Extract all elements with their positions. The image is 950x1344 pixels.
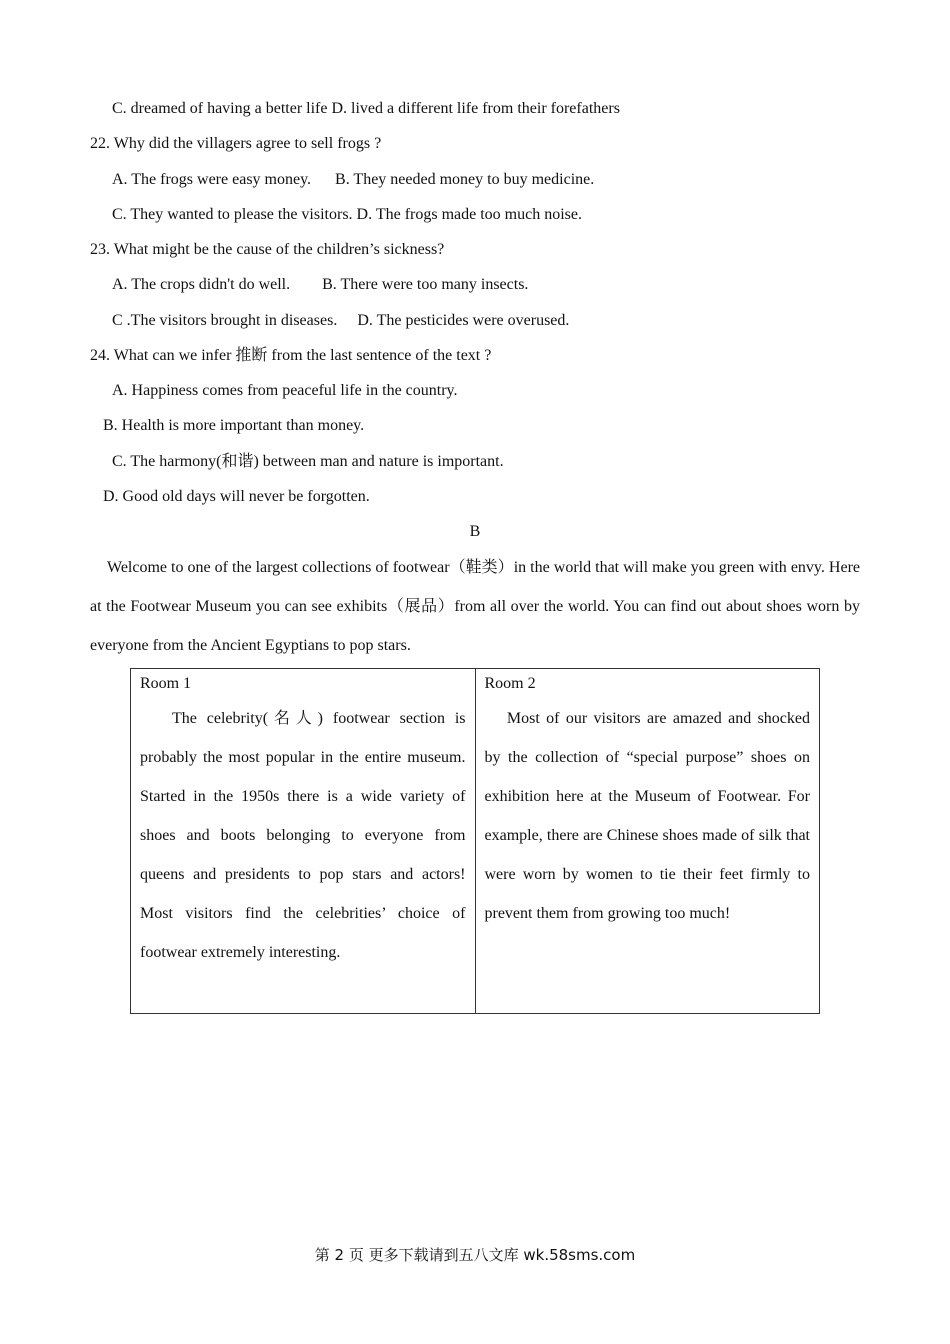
room-1-title: Room 1: [140, 675, 192, 692]
q24-option-d: D. Good old days will never be forgotten.: [103, 488, 370, 505]
rooms-table: [130, 668, 820, 1014]
room-1-text: The celebrity(名人) footwear section is probably the most popular in the entire museum. Started in the 1950s there is a wide variety of shoes and boots belonging to everyone from queens and presidents to pop stars and actors! Most visitors find the celebrities’ choice of footwear extremely interesting.: [140, 710, 466, 961]
q24-option-c: C. The harmony(和谐) between man and nature is important.: [112, 453, 504, 470]
q23-options-cd: C .The visitors brought in diseases. D. The pesticides were overused.: [112, 312, 570, 329]
q24-option-b: B. Health is more important than money.: [103, 417, 365, 434]
q22-options-cd: C. They wanted to please the visitors. D. The frogs made too much noise.: [112, 206, 582, 223]
room-2-cell: [475, 669, 820, 1014]
question-24: 24. What can we infer 推断 from the last sentence of the text ?: [90, 347, 492, 364]
q21-options-cd: C. dreamed of having a better life D. lived a different life from their forefathers: [112, 100, 620, 117]
question-22: 22. Why did the villagers agree to sell frogs ?: [90, 135, 382, 152]
q24-option-a: A. Happiness comes from peaceful life in the country.: [112, 382, 458, 399]
q23-options-ab: A. The crops didn't do well. B. There were too many insects.: [112, 276, 529, 293]
section-b-heading: B: [469, 523, 481, 540]
room-2-text: Most of our visitors are amazed and shocked by the collection of “special purpose” shoes on exhibition here at the Museum of Footwear. For example, there are Chinese shoes made of silk that were worn by women to tie their feet firmly to prevent them from growing too much!: [484, 710, 810, 922]
question-23: 23. What might be the cause of the children’s sickness?: [90, 241, 445, 258]
q22-options-ab: A. The frogs were easy money. B. They needed money to buy medicine.: [112, 171, 595, 188]
room-1-cell: [131, 669, 476, 1014]
room-2-title: Room 2: [484, 675, 536, 692]
page-footer: 第 2 页 更多下载请到五八文库 wk.58sms.com: [314, 1246, 636, 1264]
section-b-intro: Welcome to one of the largest collections of footwear（鞋类）in the world that will make you green with envy. Here at the Footwear Museum you can see exhibits（展品）from all over the world. You can find out about shoes worn by everyone from the Ancient Egyptians to pop stars.: [90, 559, 860, 654]
